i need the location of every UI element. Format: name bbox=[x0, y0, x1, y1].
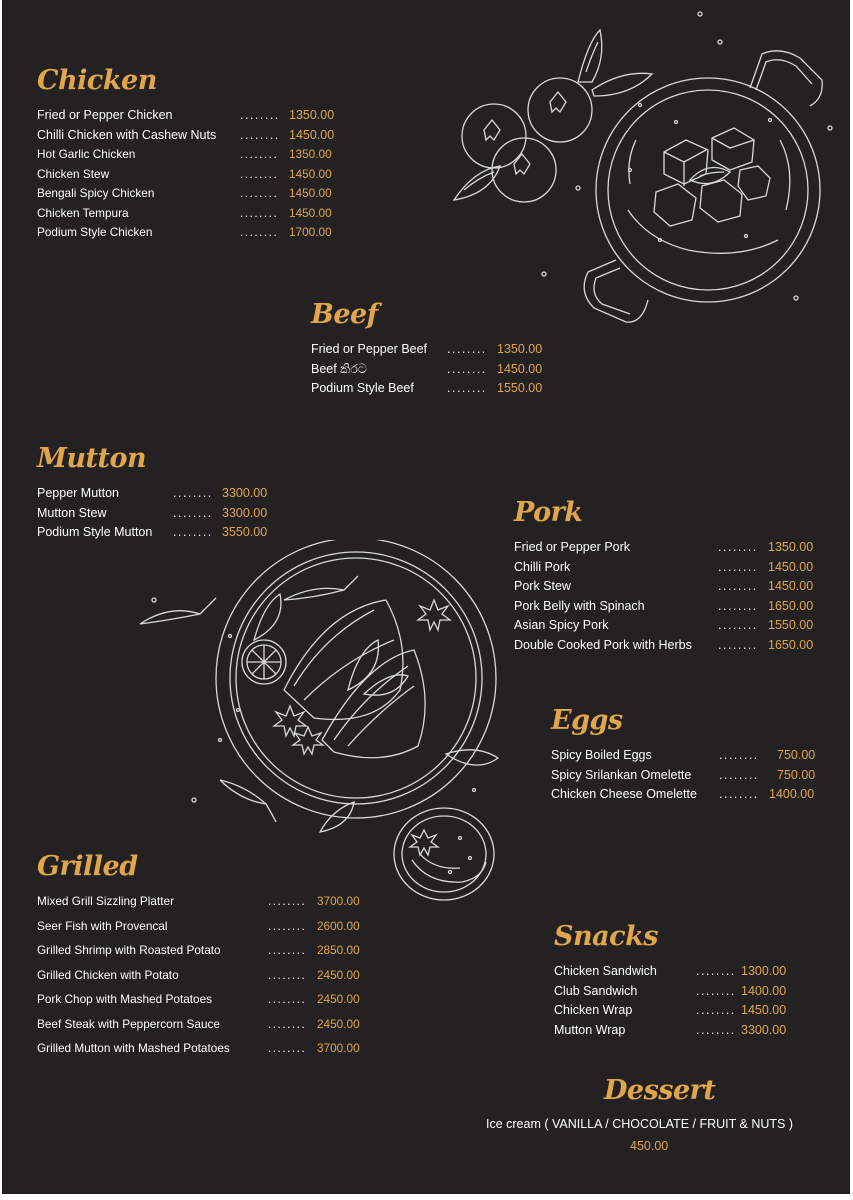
dot-leader: ........ bbox=[718, 540, 758, 554]
dot-leader: ........ bbox=[718, 579, 758, 593]
item-price: 3300.00 bbox=[741, 1022, 787, 1037]
item-name: Double Cooked Pork with Herbs bbox=[514, 637, 692, 652]
item-name: Pork Stew bbox=[514, 579, 571, 593]
menu-item bbox=[37, 205, 332, 226]
eggs-heading: Eggs bbox=[551, 705, 623, 736]
menu-item bbox=[554, 1003, 787, 1023]
snacks-heading: Snacks bbox=[554, 921, 658, 952]
eggs-items bbox=[551, 748, 816, 807]
menu-item bbox=[37, 525, 268, 545]
dot-leader: ........ bbox=[173, 505, 213, 520]
item-name: Asian Spicy Pork bbox=[514, 618, 609, 632]
item-price: 2450.00 bbox=[317, 992, 360, 1006]
item-name: Fried or Pepper Beef bbox=[311, 342, 428, 356]
dot-leader: ........ bbox=[173, 486, 213, 500]
chicken-section bbox=[37, 64, 335, 245]
dot-leader: ........ bbox=[696, 964, 736, 978]
menu-item bbox=[37, 186, 332, 206]
menu-item bbox=[551, 748, 816, 768]
item-price: 3300.00 bbox=[222, 505, 268, 520]
item-name: Mutton Wrap bbox=[554, 1022, 626, 1037]
menu-item bbox=[37, 1016, 360, 1042]
menu-item bbox=[551, 767, 816, 788]
dessert-section bbox=[604, 1074, 715, 1118]
eggs-section bbox=[551, 704, 816, 807]
item-name: Podium Style Mutton bbox=[37, 525, 153, 539]
dot-leader: ........ bbox=[268, 943, 307, 957]
plate-with-flatbread-illustration bbox=[134, 540, 514, 840]
item-price: 2850.00 bbox=[317, 943, 360, 957]
dot-leader: ........ bbox=[719, 767, 759, 782]
mutton-items bbox=[37, 486, 268, 545]
item-price: 750.00 bbox=[777, 748, 816, 762]
item-price: 3700.00 bbox=[317, 894, 360, 908]
item-price: 1450.00 bbox=[497, 361, 543, 376]
menu-item bbox=[514, 618, 814, 638]
dot-leader: ........ bbox=[240, 127, 280, 142]
menu-item bbox=[37, 918, 360, 944]
item-price: 1350.00 bbox=[289, 108, 335, 122]
dessert-heading: Dessert bbox=[604, 1075, 716, 1106]
dipping-sauce-bowl-illustration bbox=[390, 798, 500, 908]
dessert-description: Ice cream ( VANILLA / CHOCOLATE / FRUIT & NUTS ) bbox=[486, 1117, 794, 1131]
item-name: Spicy Srilankan Omelette bbox=[551, 767, 692, 782]
item-name: Pepper Mutton bbox=[37, 486, 119, 500]
menu-item bbox=[37, 992, 360, 1017]
item-name: Chicken Cheese Omelette bbox=[551, 787, 697, 801]
dot-leader: ........ bbox=[268, 1016, 307, 1031]
chicken-heading: Chicken bbox=[37, 65, 157, 96]
dot-leader: ........ bbox=[718, 618, 758, 632]
menu-item bbox=[514, 540, 814, 560]
dot-leader: ........ bbox=[718, 559, 758, 574]
item-name: Podium Style Beef bbox=[311, 381, 414, 395]
menu-item bbox=[37, 108, 335, 128]
item-name: Chicken Stew bbox=[37, 166, 110, 181]
menu-item bbox=[554, 964, 787, 984]
menu-item bbox=[37, 943, 360, 968]
item-price: 1650.00 bbox=[768, 637, 814, 652]
beef-heading: Beef bbox=[311, 299, 378, 330]
item-name: Grilled Chicken with Potato bbox=[37, 967, 179, 982]
menu-item bbox=[551, 787, 815, 807]
dot-leader: ........ bbox=[447, 381, 487, 395]
item-price: 1400.00 bbox=[769, 787, 815, 801]
item-name: Chilli Pork bbox=[514, 559, 571, 574]
item-name: Fried or Pepper Chicken bbox=[37, 108, 173, 122]
item-name: Grilled Mutton with Mashed Potatoes bbox=[37, 1041, 230, 1055]
item-price: 2600.00 bbox=[317, 918, 360, 933]
dot-leader: ........ bbox=[240, 225, 279, 239]
item-name: Chilli Chicken with Cashew Nuts bbox=[37, 127, 217, 142]
menu-item bbox=[37, 166, 332, 187]
snacks-items bbox=[554, 964, 787, 1042]
item-price: 1350.00 bbox=[289, 147, 332, 161]
menu-item bbox=[37, 127, 335, 148]
item-price: 1350.00 bbox=[497, 342, 543, 356]
dot-leader: ........ bbox=[240, 166, 279, 181]
item-name: Beef කිරට bbox=[311, 361, 367, 376]
dot-leader: ........ bbox=[240, 147, 279, 161]
item-price: 1450.00 bbox=[741, 1003, 787, 1017]
item-price: 1450.00 bbox=[289, 205, 332, 220]
dot-leader: ........ bbox=[268, 894, 307, 908]
snacks-section bbox=[554, 920, 787, 1042]
item-price: 3700.00 bbox=[317, 1041, 360, 1055]
item-price: 1450.00 bbox=[289, 127, 335, 142]
item-price: 1650.00 bbox=[768, 598, 814, 613]
pork-section bbox=[514, 496, 814, 657]
menu-item bbox=[37, 505, 268, 526]
dot-leader: ........ bbox=[268, 992, 307, 1006]
beef-items bbox=[311, 342, 543, 401]
item-price: 3300.00 bbox=[222, 486, 268, 500]
item-name: Pork Chop with Mashed Potatoes bbox=[37, 992, 213, 1006]
item-price: 1400.00 bbox=[741, 983, 787, 998]
item-name: Bengali Spicy Chicken bbox=[37, 186, 155, 200]
menu-item bbox=[514, 579, 814, 599]
item-price: 2450.00 bbox=[317, 967, 360, 982]
dot-leader: ........ bbox=[240, 205, 279, 220]
dot-leader: ........ bbox=[268, 1041, 307, 1055]
grilled-heading: Grilled bbox=[37, 851, 138, 882]
pork-items bbox=[514, 540, 814, 657]
dot-leader: ........ bbox=[696, 983, 736, 998]
menu-item bbox=[554, 1022, 787, 1043]
item-name: Podium Style Chicken bbox=[37, 225, 153, 239]
item-name: Hot Garlic Chicken bbox=[37, 147, 136, 161]
dot-leader: ........ bbox=[173, 525, 213, 539]
menu-item bbox=[514, 598, 814, 619]
item-price: 1450.00 bbox=[768, 579, 814, 593]
item-price: 1550.00 bbox=[497, 381, 543, 395]
item-name: Spicy Boiled Eggs bbox=[551, 748, 652, 762]
menu-item bbox=[554, 983, 787, 1004]
dot-leader: ........ bbox=[240, 186, 279, 200]
item-name: Beef Steak with Peppercorn Sauce bbox=[37, 1016, 220, 1031]
item-name: Pork Belly with Spinach bbox=[514, 598, 645, 613]
chicken-items bbox=[37, 108, 335, 245]
item-price: 1700.00 bbox=[289, 225, 332, 239]
menu-item bbox=[311, 381, 543, 401]
item-name: Chicken Wrap bbox=[554, 1003, 633, 1017]
stew-pan-illustration bbox=[450, 10, 850, 330]
dot-leader: ........ bbox=[268, 918, 307, 933]
item-price: 1450.00 bbox=[768, 559, 814, 574]
pork-heading: Pork bbox=[514, 497, 583, 528]
dot-leader: ........ bbox=[718, 637, 758, 652]
item-name: Fried or Pepper Pork bbox=[514, 540, 631, 554]
menu-item bbox=[311, 361, 543, 382]
item-name: Chicken Tempura bbox=[37, 205, 129, 220]
beef-section bbox=[311, 298, 543, 401]
grilled-section bbox=[37, 850, 360, 1066]
menu-item bbox=[37, 894, 360, 919]
dot-leader: ........ bbox=[240, 108, 280, 122]
item-price: 1350.00 bbox=[768, 540, 814, 554]
dot-leader: ........ bbox=[447, 342, 487, 356]
menu-item bbox=[37, 225, 332, 245]
mutton-section bbox=[37, 442, 268, 545]
dot-leader: ........ bbox=[268, 967, 307, 982]
menu-item bbox=[514, 637, 814, 658]
dot-leader: ........ bbox=[719, 787, 759, 801]
item-price: 3550.00 bbox=[222, 525, 268, 539]
item-price: 750.00 bbox=[777, 767, 816, 782]
dot-leader: ........ bbox=[696, 1003, 736, 1017]
menu-page bbox=[2, 0, 850, 1194]
item-price: 1300.00 bbox=[741, 964, 787, 978]
item-price: 1450.00 bbox=[289, 186, 332, 200]
item-price: 2450.00 bbox=[317, 1016, 360, 1031]
menu-item bbox=[37, 967, 360, 993]
item-name: Grilled Shrimp with Roasted Potato bbox=[37, 943, 221, 957]
item-price: 1550.00 bbox=[768, 618, 814, 632]
item-name: Mixed Grill Sizzling Platter bbox=[37, 894, 175, 908]
item-name: Club Sandwich bbox=[554, 983, 638, 998]
item-name: Chicken Sandwich bbox=[554, 964, 657, 978]
dot-leader: ........ bbox=[696, 1022, 736, 1037]
menu-item bbox=[37, 1041, 360, 1066]
menu-item bbox=[311, 342, 543, 362]
menu-item bbox=[514, 559, 814, 580]
item-name: Seer Fish with Provencal bbox=[37, 918, 168, 933]
item-price: 1450.00 bbox=[289, 166, 332, 181]
menu-item bbox=[37, 147, 332, 167]
menu-item bbox=[37, 486, 268, 506]
dessert-price: 450.00 bbox=[630, 1139, 669, 1153]
dot-leader: ........ bbox=[718, 598, 758, 613]
mutton-heading: Mutton bbox=[37, 443, 147, 474]
dot-leader: ........ bbox=[447, 361, 487, 376]
dot-leader: ........ bbox=[719, 748, 759, 762]
grilled-items bbox=[37, 894, 360, 1066]
item-name: Mutton Stew bbox=[37, 505, 107, 520]
